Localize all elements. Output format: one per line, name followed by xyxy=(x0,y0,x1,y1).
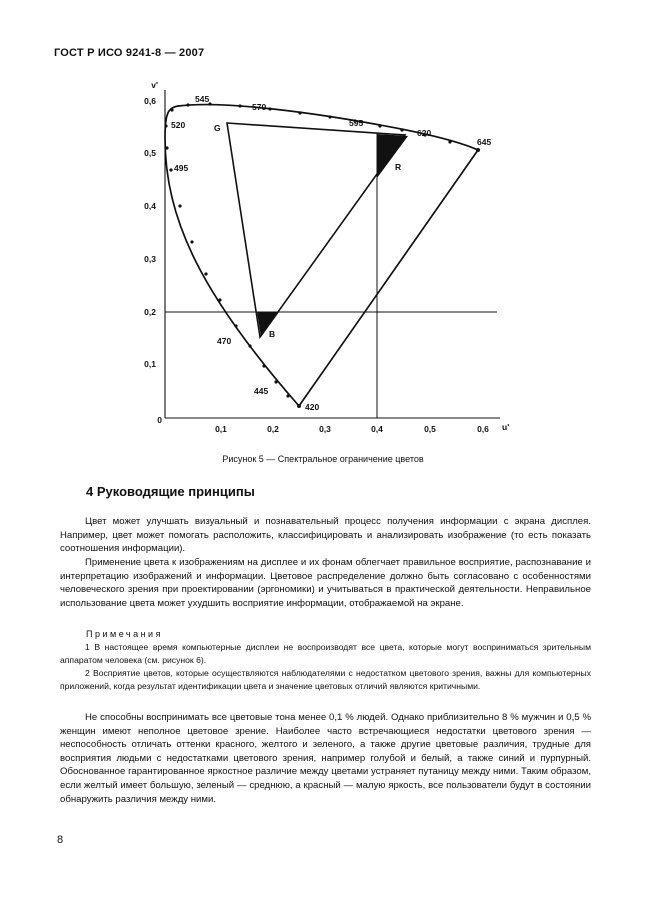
note-item: 2 Восприятие цветов, которые осуществляются наблюдателями с недостатком цветового зрения, важны для компьютерных приложений, когда результат идентификации цвета и значение цветовых отличий являются критичными. xyxy=(60,668,591,691)
locus-dot xyxy=(286,394,289,397)
locus-dot xyxy=(400,128,403,131)
paragraph: Не способны воспринимать все цветовые тона менее 0,1 % людей. Однако приблизительно 8 % мужчин и 0,5 % женщин имеют неполное цветовое зрение. Наиболее часто встречающиеся недостатки цветового зрения — неспособность отличать оттенки красного, желтого и зеленого, а также другие цветовые различия, трудные для восприятия людьми с недостатками цветового зрения, например голубой и белый, а также синий и пурпурный. Обоснованное гарантированное яркостное различие между цветами устраняет путаницу между ними. Таким образом, если желтый имеет большую, зеленый — среднюю, а красный — малую яркость, все пользователи будут в состоянии обнаружить различия между ними. xyxy=(60,712,591,805)
y-tick: 0,2 xyxy=(144,307,156,317)
y-tick: 0,1 xyxy=(144,359,156,369)
locus-dot xyxy=(476,148,480,152)
locus-dot xyxy=(234,324,237,327)
x-tick: 0,6 xyxy=(477,424,489,434)
primary-label-green: G xyxy=(214,123,221,133)
locus-dot xyxy=(238,104,241,107)
wavelength-label: 595 xyxy=(349,118,364,128)
wavelength-label: 570 xyxy=(252,102,267,112)
paragraph: Цвет может улучшать визуальный и познавательный процесс получения информации с экрана дисплея. Например, цвет может помогать расположить, классифицировать и анализировать изображение (то есть показать соотношения информации). xyxy=(60,516,591,555)
spectral-locus xyxy=(165,105,478,406)
locus-dot xyxy=(298,111,301,114)
locus-dots xyxy=(164,102,480,408)
locus-dot xyxy=(248,344,251,347)
wavelength-label: 545 xyxy=(195,94,210,104)
x-tick: 0,5 xyxy=(424,424,436,434)
red-excluded-region xyxy=(377,134,408,178)
y-tick: 0 xyxy=(157,415,162,425)
x-tick: 0,1 xyxy=(215,424,227,434)
page-number: 8 xyxy=(57,834,64,846)
wavelength-label: 420 xyxy=(305,402,320,412)
section-title: 4 Руководящие принципы xyxy=(86,484,255,499)
primary-label-blue: B xyxy=(269,329,276,339)
v-axis-label: v' xyxy=(151,80,158,90)
wavelength-label: 645 xyxy=(477,137,492,147)
paragraph: Применение цвета к изображениям на дисплее и их фонам облегчает правильное восприятие, распознавание и интерпретацию изображений и информации. Цветовое распределение должно быть согласовано с особенностями человеческого зрения при проектировании (эргономики) и учитываться в практической деятельности. Неправильное использование цвета может ухудшить восприятие информации, отображаемой на экране. xyxy=(60,557,591,609)
locus-dot xyxy=(190,240,193,243)
locus-dot xyxy=(204,272,207,275)
y-tick: 0,6 xyxy=(144,96,156,106)
locus-dot xyxy=(165,146,168,149)
wavelength-label: 520 xyxy=(171,120,186,130)
locus-dot xyxy=(169,168,172,171)
wavelength-label: 620 xyxy=(417,128,432,138)
locus-dot xyxy=(218,298,221,301)
y-tick: 0,5 xyxy=(144,148,156,158)
locus-dot xyxy=(170,108,173,111)
wavelength-label: 445 xyxy=(254,386,269,396)
purple-line xyxy=(299,150,478,406)
x-tick: 0,4 xyxy=(371,424,383,434)
locus-dot xyxy=(448,140,451,143)
cie-chromaticity-figure xyxy=(140,78,520,440)
note-item: 1 В настоящее время компьютерные дисплеи не воспроизводят все цвета, которые могут восприниматься зрительным аппаратом человека (см. рисунок 6). xyxy=(60,642,591,665)
locus-dot xyxy=(328,115,331,118)
locus-dot xyxy=(378,124,381,127)
locus-dot xyxy=(186,103,189,106)
locus-dot xyxy=(262,364,265,367)
x-tick: 0,2 xyxy=(267,424,279,434)
locus-dot xyxy=(164,124,167,127)
document-header: ГОСТ Р ИСО 9241-8 — 2007 xyxy=(54,47,205,59)
x-tick: 0,3 xyxy=(319,424,331,434)
chromaticity-diagram xyxy=(140,78,520,440)
locus-dot xyxy=(268,107,271,110)
u-axis-label: u' xyxy=(502,422,510,432)
figure-caption: Рисунок 5 — Спектральное ограничение цветов xyxy=(222,454,424,464)
blue-excluded-region xyxy=(257,312,279,337)
y-tick: 0,4 xyxy=(144,201,156,211)
locus-dot xyxy=(178,204,181,207)
primary-label-red: R xyxy=(395,162,402,172)
wavelength-label: 470 xyxy=(217,336,232,346)
wavelength-label: 495 xyxy=(174,163,189,173)
locus-dot xyxy=(297,404,301,408)
y-tick: 0,3 xyxy=(144,254,156,264)
locus-dot xyxy=(274,380,277,383)
notes-heading: Примечания xyxy=(86,629,163,639)
